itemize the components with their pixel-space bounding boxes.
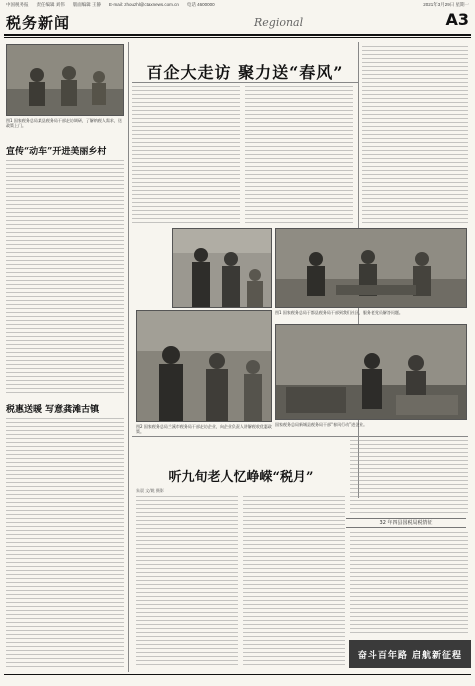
phone: 电话 4600000 bbox=[186, 1, 215, 7]
left-headline-1: 宣传“动车”开进美丽乡村 bbox=[6, 147, 107, 157]
main-photo-2-scene bbox=[276, 229, 467, 308]
masthead-rule-thin bbox=[4, 37, 471, 38]
editor: 责任编辑 刘伟 bbox=[36, 1, 65, 7]
left-photo-caption: 图1 国家税务总局某县税务局干部走访调研，了解纳税人需求，送政策上门。 bbox=[6, 118, 122, 128]
email: E-mail: zhouzhl@ctaxnews.com.cn bbox=[109, 2, 179, 7]
issue-date: 2021年3月29日 星期一 bbox=[423, 1, 469, 7]
left-photo bbox=[6, 44, 124, 116]
main-photo-4-scene bbox=[276, 325, 467, 420]
main-article-body-1 bbox=[132, 86, 240, 224]
footer bbox=[0, 676, 475, 686]
main-article-body-2 bbox=[245, 86, 353, 224]
top-bar bbox=[0, 0, 475, 9]
bottom-article-body-2 bbox=[243, 496, 345, 668]
designer: 版面编辑 王静 bbox=[72, 1, 101, 7]
main-photo-1 bbox=[172, 228, 272, 308]
main-photo-4-caption: 国家税务总局新城县税务局干部“春风行动”进企业。 bbox=[275, 422, 368, 427]
main-photo-3-scene bbox=[137, 311, 272, 422]
bottom-rule bbox=[4, 674, 471, 675]
main-photo-1-scene bbox=[173, 229, 272, 308]
right-article-body-2 bbox=[350, 440, 468, 514]
bottom-byline: 朱晨 文/姚 摄影 bbox=[136, 488, 164, 493]
main-photo-2-caption: 图1 国家税务总局于都县税务局干部到我们社区，服务老党员解答问题。 bbox=[275, 310, 403, 315]
left-headline-2: 税惠送暖 写意龚滩古镇 bbox=[6, 405, 100, 415]
main-headline: 百企大走访 聚力送“春风” bbox=[146, 63, 344, 82]
right-subhead: 32 年四县国税局税情征 bbox=[346, 518, 466, 528]
masthead-rule bbox=[4, 34, 471, 36]
left-photo-scene bbox=[7, 45, 124, 116]
left-article-1-body bbox=[6, 160, 124, 396]
main-photo-4 bbox=[275, 324, 467, 420]
regional-label: Regional bbox=[254, 16, 304, 29]
section-divider bbox=[132, 436, 468, 437]
col-divider-left bbox=[128, 42, 129, 672]
page-number: A3 bbox=[445, 10, 469, 29]
main-photo-3-caption: 图2 国家税务总局兰溪市税务局干部走访企业，向企业负责人讲解税收优惠政策。 bbox=[136, 424, 272, 434]
left-article-2-body bbox=[6, 418, 124, 668]
section-title: 税务新闻 bbox=[6, 14, 71, 32]
right-article-body-1 bbox=[362, 46, 468, 224]
right-article-body-3 bbox=[350, 532, 468, 636]
main-photo-2 bbox=[275, 228, 467, 308]
masthead bbox=[4, 10, 471, 34]
paper-name: 中国税务报 bbox=[6, 1, 29, 7]
anniversary-banner: 奋斗百年路 启航新征程 bbox=[349, 640, 471, 668]
bottom-headline: 听九旬老人忆峥嵘“税月” bbox=[168, 470, 314, 485]
bottom-article-body-1 bbox=[136, 496, 238, 668]
main-photo-3 bbox=[136, 310, 272, 422]
main-headline-rule bbox=[132, 82, 358, 83]
